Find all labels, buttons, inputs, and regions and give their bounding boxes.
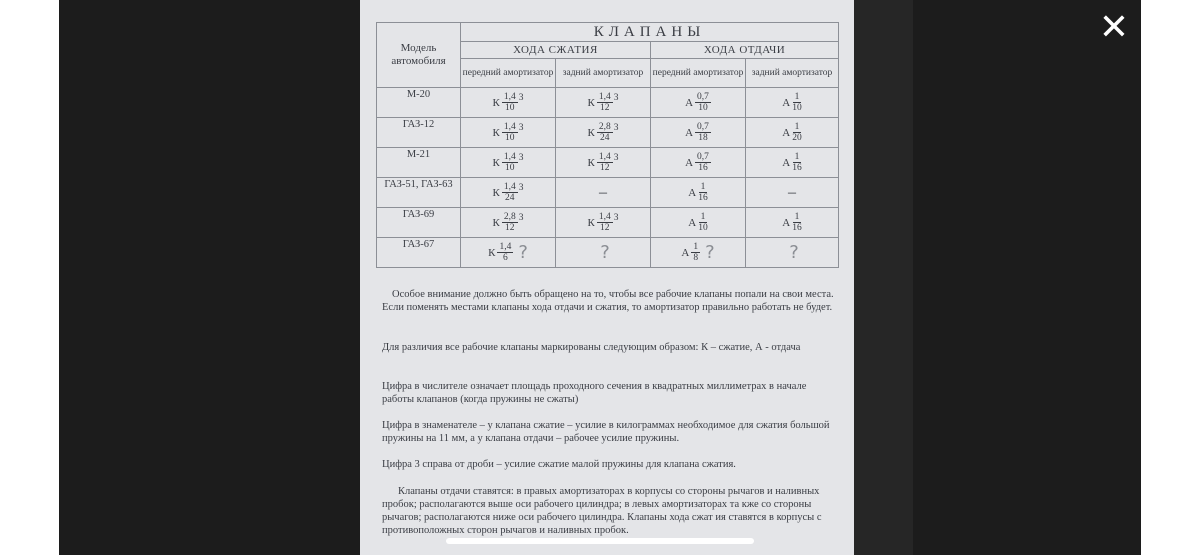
paragraph-text: Цифра в числителе означает площадь проходного сечения в квадратных миллиметрах в начале работы клапанов (когда пружины не сжаты) (382, 381, 807, 405)
small-spring-force: 3 (518, 93, 524, 103)
close-icon[interactable]: ✕ (1098, 7, 1130, 48)
valve-marking (493, 212, 524, 233)
valve-cell (461, 88, 556, 118)
fraction-numerator: 2,8 (598, 122, 611, 132)
table-row (377, 208, 839, 238)
fraction-denominator: 10 (505, 103, 515, 113)
valve-type-letter: К (492, 216, 500, 229)
valve-marking (588, 212, 619, 233)
valve-marking (681, 242, 714, 263)
valve-type-letter: А (681, 246, 690, 259)
valve-fraction (502, 122, 518, 143)
model-cell: ГАЗ-12 (377, 118, 461, 148)
paragraph-text: Цифра 3 справа от дроби – усилие сжатие малой пружины для клапана сжатия. (382, 459, 736, 470)
fraction-denominator: 10 (792, 103, 802, 113)
valve-marking (488, 242, 528, 263)
table-row (377, 118, 839, 148)
fraction-numerator: 1 (700, 212, 706, 222)
fraction-numerator: 1 (794, 92, 800, 102)
fraction-denominator: 10 (505, 133, 515, 143)
table-title: КЛАПАНЫ (461, 23, 839, 42)
fraction-denominator: 10 (505, 163, 515, 173)
model-cell: М-20 (377, 88, 461, 118)
fraction-numerator: 1 (794, 122, 800, 132)
note-paragraph (382, 419, 834, 445)
valve-marking (782, 122, 801, 143)
valve-type-letter: К (492, 126, 500, 139)
valve-type-letter: К (587, 126, 595, 139)
valve-fraction (698, 182, 708, 203)
valve-type-letter: А (782, 156, 791, 169)
valve-type-letter: К (492, 186, 500, 199)
document-photo (360, 0, 854, 555)
valve-type-letter: А (685, 156, 694, 169)
valve-type-letter: А (688, 216, 697, 229)
valve-fraction (698, 212, 708, 233)
valve-marking (782, 212, 801, 233)
table-row (377, 178, 839, 208)
fraction-numerator: 1,4 (503, 92, 516, 102)
small-spring-force: 3 (613, 153, 619, 163)
model-header: Модель автомобиля (377, 23, 461, 88)
rebound-rear-header: задний амортизатор (746, 59, 839, 88)
note-paragraph (382, 380, 834, 406)
valve-cell (556, 148, 651, 178)
valve-marking (493, 92, 524, 113)
valve-fraction (597, 92, 613, 113)
valve-fraction (597, 152, 613, 173)
valve-cell (651, 208, 746, 238)
valve-cell (651, 178, 746, 208)
fraction-denominator: 20 (792, 133, 802, 143)
valve-type-letter: К (492, 96, 500, 109)
valve-type-letter: К (492, 156, 500, 169)
valve-type-letter: К (587, 156, 595, 169)
valve-fraction (502, 152, 518, 173)
valve-fraction (497, 242, 513, 263)
valve-cell (461, 118, 556, 148)
valve-cell (556, 238, 651, 268)
empty-dash: – (788, 183, 797, 201)
valve-fraction (597, 212, 613, 233)
valve-marking (782, 152, 801, 173)
valve-cell (651, 88, 746, 118)
fraction-denominator: 12 (600, 163, 610, 173)
viewer-shadow (853, 0, 913, 555)
model-cell: ГАЗ-69 (377, 208, 461, 238)
fraction-numerator: 0,7 (697, 152, 709, 162)
valve-fraction (792, 122, 802, 143)
valve-cell (746, 178, 839, 208)
model-cell: ГАЗ-67 (377, 238, 461, 268)
valve-type-letter: К (587, 96, 595, 109)
horizontal-scrollbar[interactable] (446, 538, 754, 544)
valve-fraction (695, 152, 711, 173)
valve-fraction (792, 212, 802, 233)
valve-type-letter: А (685, 96, 694, 109)
small-spring-force: 3 (518, 123, 524, 133)
valves-table (376, 22, 839, 268)
valve-cell (746, 208, 839, 238)
paragraph-text: Цифра в знаменателе – у клапана сжатие – усилие в килограммах необходимое для сжатия большой пружины на 11 мм, а у клапана отдачи – рабочее усилие пружины. (382, 420, 830, 444)
valve-cell (746, 238, 839, 268)
valve-type-letter: А (688, 186, 697, 199)
valve-fraction (502, 92, 518, 113)
fraction-denominator: 6 (503, 253, 508, 263)
valve-cell (461, 148, 556, 178)
fraction-numerator: 1 (693, 242, 699, 252)
empty-dash: – (599, 183, 607, 201)
valve-cell (556, 88, 651, 118)
valve-cell (746, 118, 839, 148)
table-row (377, 148, 839, 178)
valve-fraction (792, 92, 802, 113)
valve-marking (588, 122, 619, 143)
fraction-denominator: 18 (698, 133, 708, 143)
valve-type-letter: К (488, 246, 496, 259)
unknown-mark: ? (789, 242, 799, 263)
valve-marking (493, 182, 524, 203)
valve-marking (782, 92, 801, 113)
fraction-denominator: 16 (792, 163, 802, 173)
fraction-denominator: 16 (698, 193, 708, 203)
note-paragraph (382, 458, 834, 471)
fraction-numerator: 1,4 (499, 242, 512, 252)
note-paragraph (382, 341, 834, 354)
fraction-numerator: 1,4 (598, 92, 611, 102)
valve-marking (588, 152, 619, 173)
valve-cell (461, 238, 556, 268)
fraction-numerator: 1,4 (598, 212, 611, 222)
fraction-numerator: 1 (700, 182, 706, 192)
paragraph-text: Клапаны отдачи ставятся: в правых амортизаторах в корпусы со стороны рычагов и наливных пробок; располагаются выше оси рабочего цилиндра; в левых амортизаторах та кже со стороны рычагов; располагаются ниже оси рабочего цилиндра. Клапаны хода сжат ия ставятся в корпусы с противоположных сторон рычагов и наливных пробок. (382, 486, 822, 536)
fraction-denominator: 10 (698, 103, 708, 113)
valve-fraction (792, 152, 802, 173)
valve-fraction (695, 92, 711, 113)
small-spring-force: 3 (518, 213, 524, 223)
valve-cell (556, 118, 651, 148)
small-spring-force: 3 (518, 153, 524, 163)
valve-cell (651, 118, 746, 148)
fraction-denominator: 24 (600, 133, 610, 143)
compression-front-header: передний амортизатор (461, 59, 556, 88)
note-paragraph (382, 485, 834, 537)
rebound-header: ХОДА ОТДАЧИ (651, 42, 839, 59)
small-spring-force: 3 (518, 183, 524, 193)
valve-fraction (695, 122, 711, 143)
fraction-numerator: 2,8 (503, 212, 516, 222)
valve-cell (746, 148, 839, 178)
valve-marking (493, 152, 524, 173)
valve-cell (461, 178, 556, 208)
valve-marking (588, 92, 619, 113)
valve-cell (556, 178, 651, 208)
fraction-denominator: 16 (698, 163, 708, 173)
model-cell: ГАЗ-51, ГАЗ-63 (377, 178, 461, 208)
valve-type-letter: А (782, 96, 791, 109)
small-spring-force: 3 (613, 213, 619, 223)
fraction-numerator: 1 (794, 152, 800, 162)
unknown-mark: ? (518, 242, 528, 263)
valve-marking (685, 152, 711, 173)
valve-fraction (691, 242, 700, 263)
table-row (377, 88, 839, 118)
valve-marking (493, 122, 524, 143)
valve-cell (461, 208, 556, 238)
fraction-numerator: 0,7 (697, 92, 709, 102)
fraction-denominator: 12 (600, 223, 610, 233)
fraction-numerator: 1,4 (503, 182, 516, 192)
fraction-denominator: 16 (792, 223, 802, 233)
paragraph-text: Для различия все рабочие клапаны маркированы следующим образом: К – сжатие, А - отдача (382, 342, 801, 353)
valve-fraction (502, 212, 518, 233)
fraction-numerator: 1,4 (503, 152, 516, 162)
fraction-numerator: 1 (794, 212, 800, 222)
fraction-numerator: 1,4 (598, 152, 611, 162)
fraction-denominator: 24 (505, 193, 515, 203)
paragraph-text: Особое внимание должно быть обращено на то, чтобы все рабочие клапаны попали на свои места. Если поменять местами клапаны хода отдачи и сжатия, то амортизатор правильно работать не будет. (382, 289, 834, 313)
compression-header: ХОДА СЖАТИЯ (461, 42, 651, 59)
valve-cell (651, 238, 746, 268)
fraction-denominator: 12 (505, 223, 515, 233)
small-spring-force: 3 (613, 123, 619, 133)
valve-type-letter: А (685, 126, 694, 139)
valve-fraction (502, 182, 518, 203)
valve-marking (688, 212, 707, 233)
valve-cell (651, 148, 746, 178)
fraction-numerator: 0,7 (697, 122, 709, 132)
rebound-front-header: передний амортизатор (651, 59, 746, 88)
valve-fraction (597, 122, 613, 143)
table-row (377, 238, 839, 268)
valve-cell (556, 208, 651, 238)
model-cell: М-21 (377, 148, 461, 178)
fraction-numerator: 1,4 (503, 122, 516, 132)
note-paragraph (382, 288, 834, 314)
compression-rear-header: задний амортизатор (556, 59, 651, 88)
valve-type-letter: А (782, 126, 791, 139)
fraction-denominator: 8 (693, 253, 699, 263)
valve-type-letter: К (587, 216, 595, 229)
small-spring-force: 3 (613, 93, 619, 103)
unknown-mark: ? (600, 242, 610, 263)
valve-marking (685, 92, 711, 113)
fraction-denominator: 10 (698, 223, 708, 233)
valve-marking (688, 182, 707, 203)
valve-marking (685, 122, 711, 143)
valve-type-letter: А (782, 216, 791, 229)
valve-cell (746, 88, 839, 118)
fraction-denominator: 12 (600, 103, 610, 113)
unknown-mark: ? (705, 242, 715, 263)
